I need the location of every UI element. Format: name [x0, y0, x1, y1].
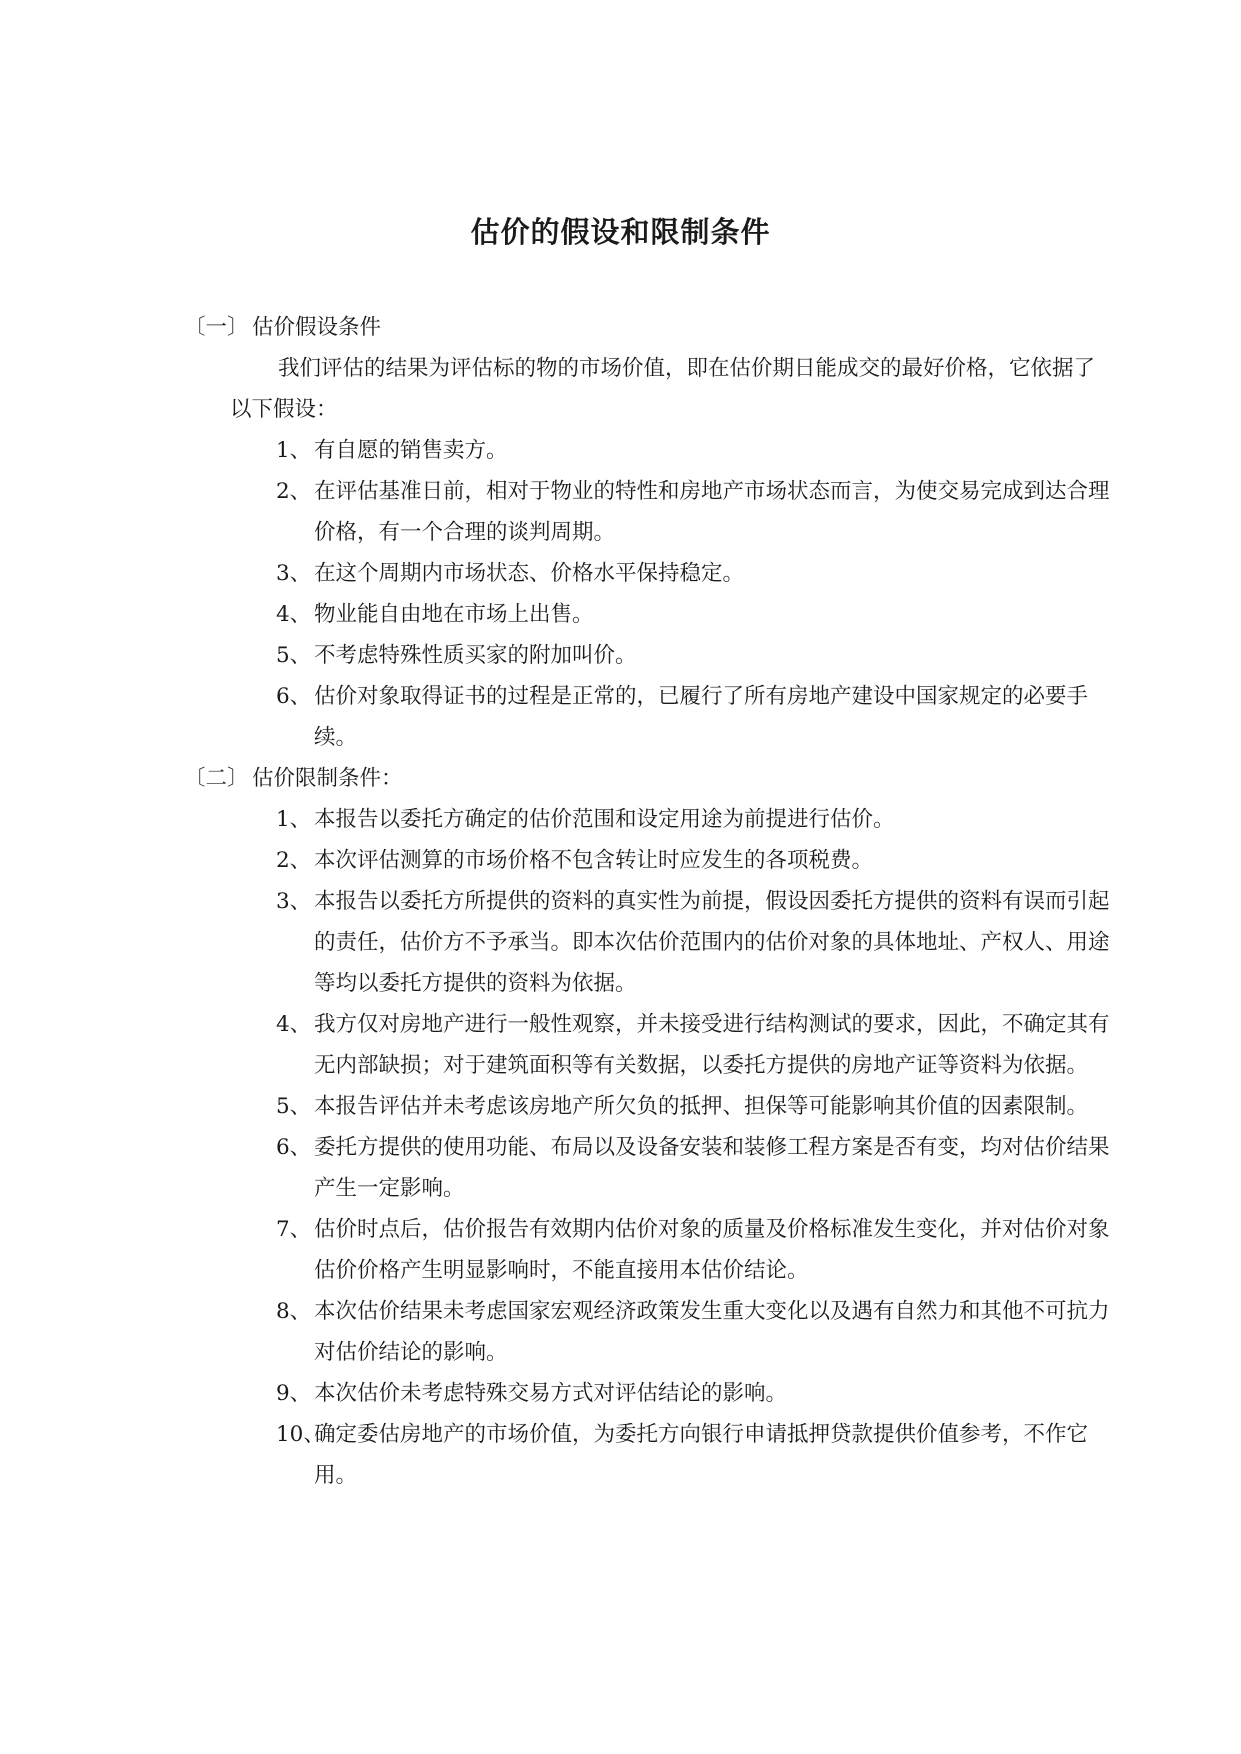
list-item [276, 1291, 1114, 1373]
item-text: 本次评估测算的市场价格不包含转让时应发生的各项税费。 [314, 848, 874, 873]
list-item [276, 799, 1114, 840]
assumptions-list [184, 430, 1114, 758]
list-item [276, 430, 1114, 471]
section-title: 估价假设条件 [252, 315, 382, 340]
section-heading-assumptions [184, 307, 1114, 348]
item-text: 不考虑特殊性质买家的附加叫价。 [314, 643, 637, 668]
limitations-list [184, 799, 1114, 1496]
item-number: 8、 [276, 1299, 312, 1324]
list-item [276, 635, 1114, 676]
item-number: 1、 [276, 807, 312, 832]
list-item [276, 471, 1114, 553]
item-number: 2、 [276, 848, 312, 873]
item-text: 本次估价未考虑特殊交易方式对评估结论的影响。 [314, 1381, 788, 1406]
item-text: 有自愿的销售卖方。 [314, 438, 508, 463]
item-number: 6、 [276, 1135, 312, 1160]
section-number: 〔一〕 [184, 315, 249, 340]
list-item [276, 594, 1114, 635]
list-item [276, 1004, 1114, 1086]
item-number: 3、 [276, 889, 312, 914]
section-heading-limitations [184, 758, 1114, 799]
item-number: 5、 [276, 1094, 312, 1119]
item-text: 物业能自由地在市场上出售。 [314, 602, 594, 627]
page-title: 估价的假设和限制条件 [470, 215, 771, 249]
item-text: 在评估基准日前，相对于物业的特性和房地产市场状态而言，为使交易完成到达合理价格，有一个合理的谈判周期。 [314, 479, 1110, 545]
list-item [276, 676, 1114, 758]
item-number: 6、 [276, 684, 312, 709]
section-title: 估价限制条件： [252, 766, 403, 791]
item-number: 3、 [276, 561, 312, 586]
list-item [276, 881, 1114, 1004]
section-number: 〔二〕 [184, 766, 249, 791]
section-intro-paragraph: 我们评估的结果为评估标的物的市场价值，即在估价期日能成交的最好价格，它依据了以下假设： [230, 356, 1096, 422]
item-text: 确定委估房地产的市场价值，为委托方向银行申请抵押贷款提供价值参考，不作它用。 [314, 1422, 1089, 1488]
item-text: 本报告评估并未考虑该房地产所欠负的抵押、担保等可能影响其价值的因素限制。 [314, 1094, 1089, 1119]
item-text: 估价时点后，估价报告有效期内估价对象的质量及价格标准发生变化，并对估价对象估价价格产生明显影响时，不能直接用本估价结论。 [314, 1217, 1110, 1283]
item-number: 10、 [276, 1422, 325, 1447]
item-text: 本报告以委托方确定的估价范围和设定用途为前提进行估价。 [314, 807, 895, 832]
document-body [184, 307, 1114, 1496]
list-item [276, 1373, 1114, 1414]
item-text: 本报告以委托方所提供的资料的真实性为前提，假设因委托方提供的资料有误而引起的责任，估价方不予承当。即本次估价范围内的估价对象的具体地址、产权人、用途等均以委托方提供的资料为依据。 [314, 889, 1110, 996]
list-item [276, 1127, 1114, 1209]
item-text: 委托方提供的使用功能、布局以及设备安装和装修工程方案是否有变，均对估价结果产生一定影响。 [314, 1135, 1110, 1201]
list-item [276, 1209, 1114, 1291]
list-item [276, 1414, 1114, 1496]
item-text: 我方仅对房地产进行一般性观察，并未接受进行结构测试的要求，因此，不确定其有无内部缺损；对于建筑面积等有关数据，以委托方提供的房地产证等资料为依据。 [314, 1012, 1110, 1078]
item-text: 估价对象取得证书的过程是正常的，已履行了所有房地产建设中国家规定的必要手续。 [314, 684, 1089, 750]
item-number: 1、 [276, 438, 312, 463]
list-item [276, 840, 1114, 881]
item-number: 9、 [276, 1381, 312, 1406]
item-number: 5、 [276, 643, 312, 668]
item-number: 4、 [276, 602, 312, 627]
list-item [276, 1086, 1114, 1127]
list-item [276, 553, 1114, 594]
item-text: 在这个周期内市场状态、价格水平保持稳定。 [314, 561, 745, 586]
item-number: 2、 [276, 479, 312, 504]
item-text: 本次估价结果未考虑国家宏观经济政策发生重大变化以及遇有自然力和其他不可抗力对估价结论的影响。 [314, 1299, 1110, 1365]
item-number: 7、 [276, 1217, 312, 1242]
item-number: 4、 [276, 1012, 312, 1037]
